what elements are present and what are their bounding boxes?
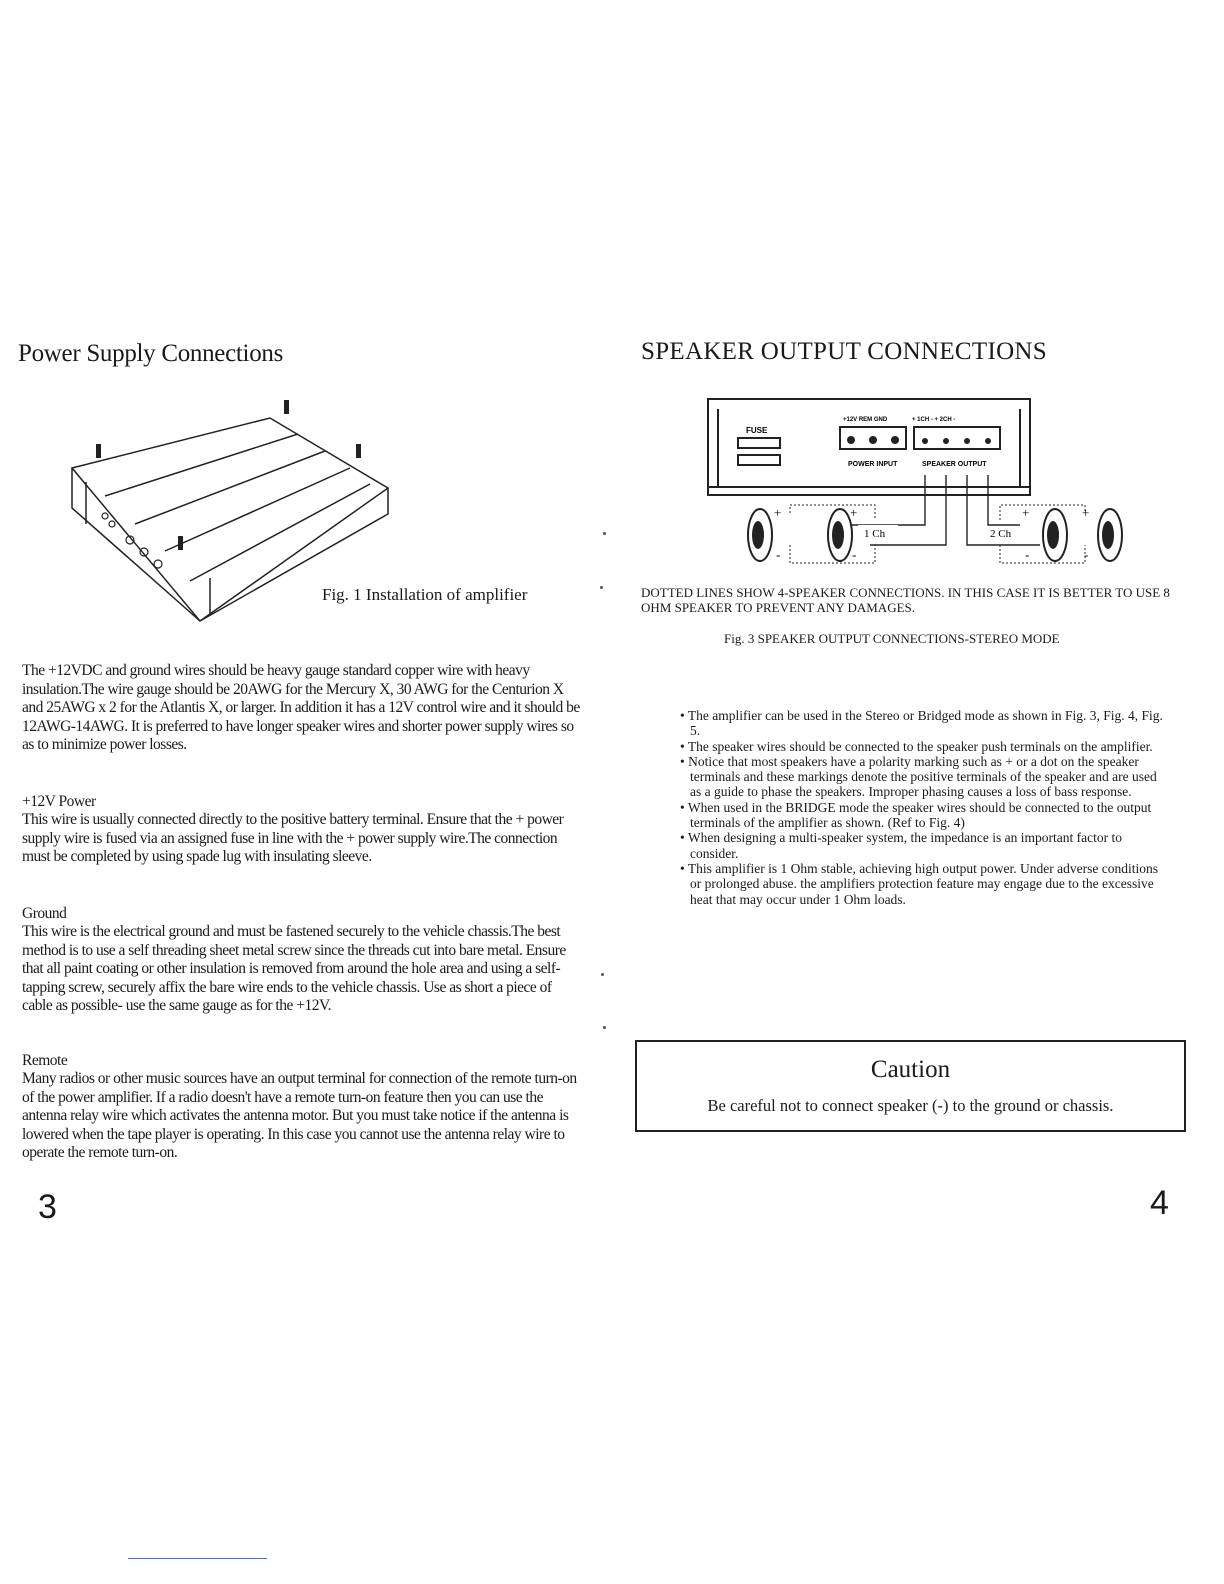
page-number-left: 3: [38, 1188, 57, 1226]
caution-text: Be careful not to connect speaker (-) to the ground or chassis.: [707, 1096, 1114, 1115]
section-heading-power: +12V Power: [22, 793, 96, 810]
bottom-rule: [128, 1558, 267, 1559]
power-input-label: POWER INPUT: [848, 461, 898, 468]
scan-speck: [603, 532, 606, 535]
list-item: • This amplifier is 1 Ohm stable, achieving high output power. Under adverse conditions or prolonged abuse. the amplifiers protection feature may engage due to the excessive heat that may occur under 1 Ohm loads.: [676, 861, 1166, 907]
power-terminal-labels: +12V REM GND: [843, 417, 888, 423]
svg-text:-: -: [1084, 547, 1089, 562]
fig3-caption: Fig. 3 SPEAKER OUTPUT CONNECTIONS-STEREO MODE: [724, 631, 1060, 646]
section-heading-ground: Ground: [22, 905, 67, 922]
svg-text:-: -: [852, 547, 857, 562]
channel-terminal-labels: + 1CH - + 2CH -: [912, 417, 956, 423]
svg-text:-: -: [776, 547, 781, 562]
channel-1-label: 1 Ch: [864, 528, 886, 540]
list-item: • The amplifier can be used in the Stereo or Bridged mode as shown in Fig. 3, Fig. 4, Fig. 5.: [676, 708, 1166, 739]
svg-text:-: -: [1025, 547, 1030, 562]
scan-speck: [600, 586, 603, 589]
page-title-power-supply: Power Supply Connections: [18, 340, 284, 367]
caution-box: [635, 1040, 1186, 1132]
screw-icon: [178, 536, 183, 550]
section-body-remote: Many radios or other music sources have an output terminal for connection of the remote turn-on of the power amplifier. If a radio doesn't have a remote turn-on feature then you can use the antenna relay wire which activates the antenna motor. But you must take notice if the antenna is lowered when the tape player is operating. In this case you cannot use the antenna relay wire to operate the remote turn-on.: [22, 1070, 577, 1161]
section-body-power: This wire is usually connected directly to the positive battery terminal. Ensure that the + power supply wire is fused via an assigned fuse in line with the + power supply wire.The connection must be completed by using spade lug with insulating sleeve.: [22, 811, 564, 865]
list-item: • Notice that most speakers have a polarity marking such as + or a dot on the speaker terminals and these markings denote the positive terminals of the speaker and are used as a guide to phase the speakers. Improper phasing causes a loss of bass response.: [676, 754, 1166, 800]
knob-icon: [154, 560, 162, 568]
svg-text:+: +: [1022, 505, 1030, 520]
page-number-right: 4: [1150, 1184, 1169, 1222]
section-heading-remote: Remote: [22, 1052, 68, 1069]
scan-speck: [601, 973, 604, 976]
page-title-speaker-output: SPEAKER OUTPUT CONNECTIONS: [641, 338, 1047, 365]
svg-text:+: +: [850, 505, 858, 520]
list-item: • When designing a multi-speaker system, the impedance is an important factor to consider.: [676, 830, 1166, 861]
channel-2-label: 2 Ch: [990, 528, 1012, 540]
intro-paragraph: The +12VDC and ground wires should be heavy gauge standard copper wire with heavy insulation.The wire gauge should be 20AWG for the Mercury X, 30 AWG for the Centurion X and 25AWG x 2 for the Atlantis X, or larger. In addition it has a 12V control wire and it should be 12AWG-14AWG. It is preferred to have longer speaker wires and shorter power supply wires so as to minimize power losses.: [22, 662, 580, 753]
speaker-output-terminal-block: [914, 427, 1000, 449]
fuse-icon: [738, 455, 780, 465]
svg-text:+: +: [774, 505, 782, 520]
caution-title: Caution: [870, 1056, 951, 1083]
fig3-note: DOTTED LINES SHOW 4-SPEAKER CONNECTIONS. IN THIS CASE IT IS BETTER TO USE 8 OHM SPEAKER TO PREVENT ANY DAMAGES.: [641, 585, 1170, 615]
speaker-connection-diagram: [700, 395, 1140, 575]
section-body-ground: This wire is the electrical ground and must be fastened securely to the vehicle chassis.The best method is to use a self threading sheet metal screw since the threads cut into bare metal. Ensure that all paint coating or other insulation is removed from around the hole area and using a self-tapping screw, securely affix the bare wire ends to the vehicle chassis. Use as short a piece of cable as possible- use the same gauge as for the +12V.: [22, 923, 566, 1014]
fuse-label: FUSE: [746, 426, 768, 435]
notes-list: [676, 708, 1166, 907]
scan-speck: [603, 1026, 606, 1029]
list-item: • The speaker wires should be connected to the speaker push terminals on the amplifier.: [676, 739, 1166, 754]
led-icon: [109, 521, 115, 527]
screw-icon: [356, 444, 361, 458]
fuse-icon: [738, 438, 780, 448]
fig1-caption: Fig. 1 Installation of amplifier: [322, 585, 528, 604]
speaker-output-label: SPEAKER OUTPUT: [922, 461, 987, 468]
screw-icon: [96, 444, 101, 458]
screw-icon: [284, 400, 289, 414]
led-icon: [102, 513, 108, 519]
svg-text:+: +: [1082, 505, 1090, 520]
list-item: • When used in the BRIDGE mode the speaker wires should be connected to the output terminals of the amplifier as shown. (Ref to Fig. 4): [676, 800, 1166, 831]
